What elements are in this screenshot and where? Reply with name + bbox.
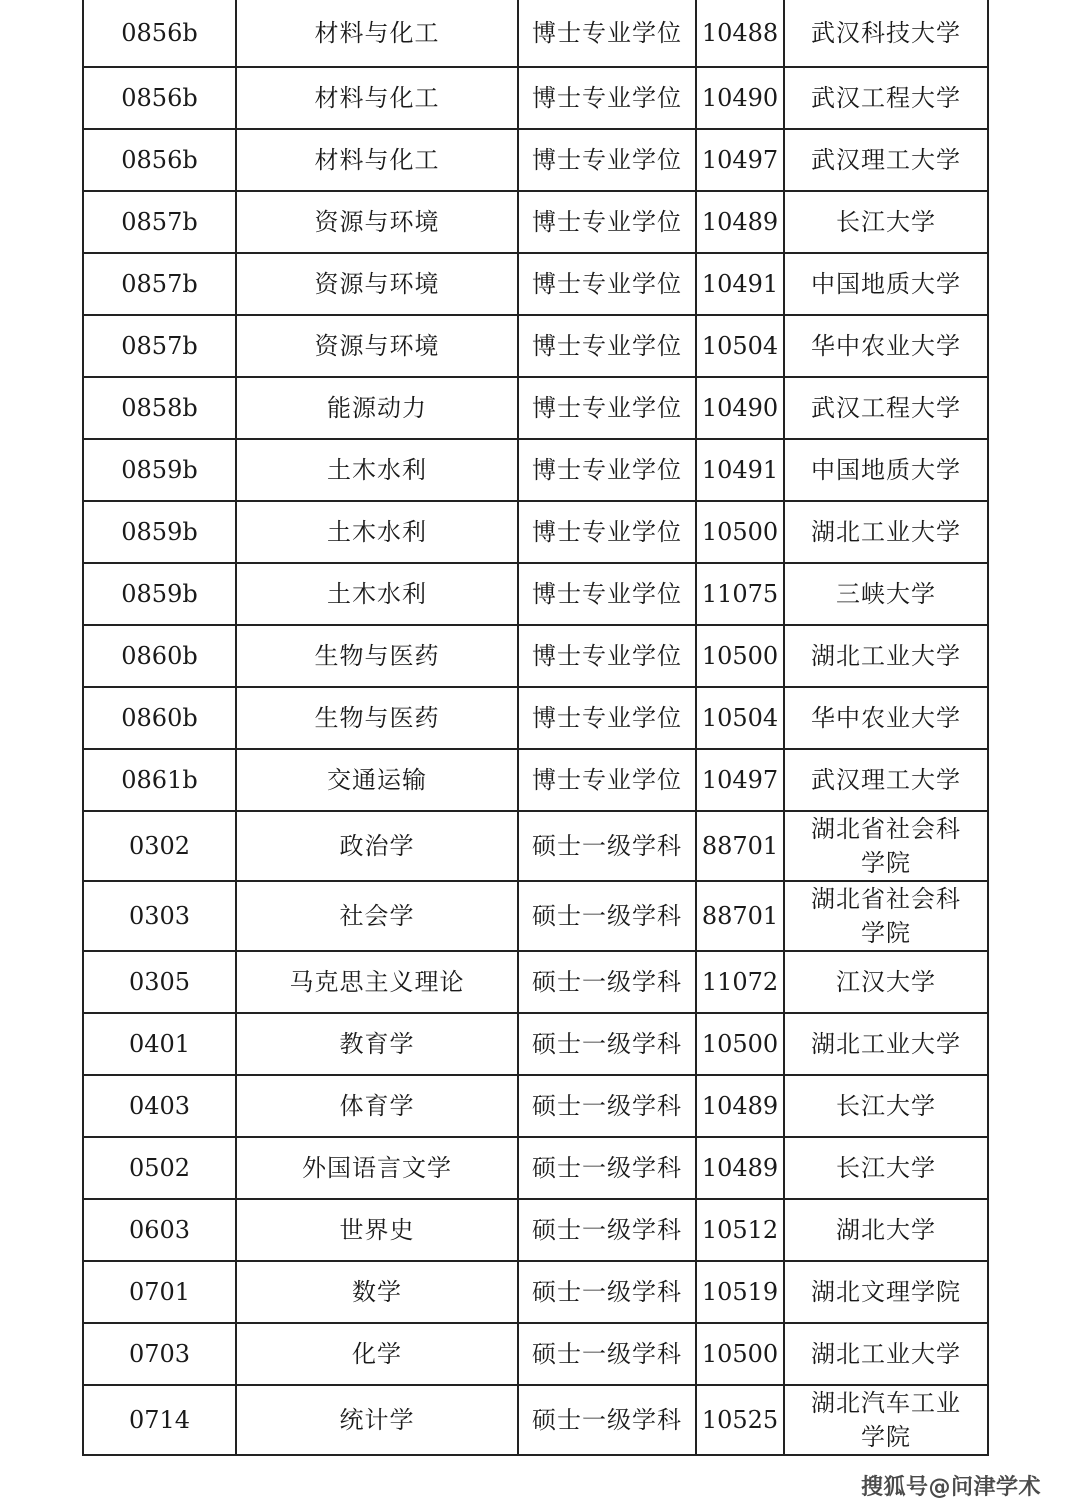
cell-subject-name: 交通运输: [236, 749, 518, 811]
table-row: [83, 439, 988, 501]
cell-subject-code: 0856b: [83, 129, 236, 191]
cell-subject-name: 资源与环境: [236, 315, 518, 377]
table-row: [83, 1013, 988, 1075]
cell-institution: 长江大学: [784, 1075, 988, 1137]
cell-degree-type: 博士专业学位: [518, 501, 696, 563]
cell-unit-code: 10500: [696, 501, 784, 563]
cell-subject-name: 材料与化工: [236, 129, 518, 191]
cell-institution: 武汉科技大学: [784, 0, 988, 67]
cell-degree-type: 博士专业学位: [518, 377, 696, 439]
table-row: [83, 1261, 988, 1323]
table-row: [83, 687, 988, 749]
cell-degree-type: 博士专业学位: [518, 67, 696, 129]
cell-subject-name: 教育学: [236, 1013, 518, 1075]
cell-subject-name: 材料与化工: [236, 67, 518, 129]
cell-subject-name: 体育学: [236, 1075, 518, 1137]
cell-institution: 湖北省社会科学院: [784, 811, 988, 881]
cell-subject-code: 0857b: [83, 315, 236, 377]
cell-subject-name: 世界史: [236, 1199, 518, 1261]
cell-subject-code: 0859b: [83, 563, 236, 625]
cell-degree-type: 硕士一级学科: [518, 811, 696, 881]
cell-subject-code: 0860b: [83, 687, 236, 749]
cell-unit-code: 10500: [696, 1013, 784, 1075]
table-row: [83, 951, 988, 1013]
cell-subject-code: 0401: [83, 1013, 236, 1075]
cell-degree-type: 硕士一级学科: [518, 1013, 696, 1075]
cell-unit-code: 10491: [696, 253, 784, 315]
cell-degree-type: 博士专业学位: [518, 315, 696, 377]
cell-degree-type: 博士专业学位: [518, 129, 696, 191]
cell-unit-code: 10504: [696, 687, 784, 749]
cell-unit-code: 10489: [696, 191, 784, 253]
cell-institution: 湖北工业大学: [784, 1013, 988, 1075]
cell-subject-name: 统计学: [236, 1385, 518, 1455]
table-row: [83, 315, 988, 377]
cell-subject-code: 0856b: [83, 67, 236, 129]
cell-subject-code: 0856b: [83, 0, 236, 67]
source-watermark: 搜狐号@问津学术: [860, 1475, 1041, 1500]
cell-degree-type: 硕士一级学科: [518, 881, 696, 951]
cell-subject-name: 材料与化工: [236, 0, 518, 67]
cell-degree-type: 博士专业学位: [518, 563, 696, 625]
cell-unit-code: 10490: [696, 67, 784, 129]
cell-subject-name: 生物与医药: [236, 625, 518, 687]
cell-subject-code: 0859b: [83, 439, 236, 501]
cell-subject-name: 外国语言文学: [236, 1137, 518, 1199]
cell-subject-code: 0502: [83, 1137, 236, 1199]
cell-institution: 湖北大学: [784, 1199, 988, 1261]
cell-subject-name: 生物与医药: [236, 687, 518, 749]
cell-degree-type: 硕士一级学科: [518, 1075, 696, 1137]
cell-institution: 武汉理工大学: [784, 749, 988, 811]
table-row: [83, 811, 988, 881]
cell-degree-type: 博士专业学位: [518, 0, 696, 67]
cell-degree-type: 硕士一级学科: [518, 1261, 696, 1323]
cell-unit-code: 10500: [696, 1323, 784, 1385]
cell-unit-code: 10525: [696, 1385, 784, 1455]
table-row: [83, 1137, 988, 1199]
cell-unit-code: 10504: [696, 315, 784, 377]
cell-institution: 江汉大学: [784, 951, 988, 1013]
table-row: [83, 253, 988, 315]
table-row: [83, 625, 988, 687]
cell-degree-type: 硕士一级学科: [518, 1199, 696, 1261]
cell-subject-code: 0701: [83, 1261, 236, 1323]
cell-subject-code: 0603: [83, 1199, 236, 1261]
cell-institution: 武汉理工大学: [784, 129, 988, 191]
cell-unit-code: 10497: [696, 129, 784, 191]
cell-subject-name: 资源与环境: [236, 253, 518, 315]
cell-unit-code: 10497: [696, 749, 784, 811]
cell-unit-code: 88701: [696, 811, 784, 881]
cell-subject-code: 0857b: [83, 191, 236, 253]
cell-subject-name: 土木水利: [236, 563, 518, 625]
table-row: [83, 129, 988, 191]
table-row: [83, 1199, 988, 1261]
cell-degree-type: 博士专业学位: [518, 687, 696, 749]
cell-subject-code: 0860b: [83, 625, 236, 687]
table-row: [83, 749, 988, 811]
cell-institution: 长江大学: [784, 1137, 988, 1199]
cell-subject-name: 土木水利: [236, 501, 518, 563]
cell-unit-code: 88701: [696, 881, 784, 951]
cell-degree-type: 博士专业学位: [518, 749, 696, 811]
cell-institution: 湖北工业大学: [784, 1323, 988, 1385]
cell-degree-type: 硕士一级学科: [518, 1323, 696, 1385]
cell-subject-code: 0303: [83, 881, 236, 951]
document-page: [82, 0, 987, 1456]
cell-institution: 华中农业大学: [784, 687, 988, 749]
cell-subject-code: 0703: [83, 1323, 236, 1385]
cell-subject-name: 马克思主义理论: [236, 951, 518, 1013]
cell-subject-code: 0403: [83, 1075, 236, 1137]
cell-unit-code: 10488: [696, 0, 784, 67]
cell-unit-code: 10500: [696, 625, 784, 687]
cell-unit-code: 10512: [696, 1199, 784, 1261]
table-row: [83, 0, 988, 67]
cell-unit-code: 11072: [696, 951, 784, 1013]
cell-subject-code: 0857b: [83, 253, 236, 315]
table-row: [83, 191, 988, 253]
cell-institution: 湖北汽车工业学院: [784, 1385, 988, 1455]
cell-subject-code: 0305: [83, 951, 236, 1013]
cell-institution: 三峡大学: [784, 563, 988, 625]
cell-degree-type: 博士专业学位: [518, 625, 696, 687]
cell-unit-code: 11075: [696, 563, 784, 625]
cell-unit-code: 10489: [696, 1137, 784, 1199]
cell-subject-code: 0861b: [83, 749, 236, 811]
cell-subject-code: 0859b: [83, 501, 236, 563]
cell-subject-code: 0714: [83, 1385, 236, 1455]
cell-degree-type: 硕士一级学科: [518, 1137, 696, 1199]
cell-subject-name: 能源动力: [236, 377, 518, 439]
cell-institution: 武汉工程大学: [784, 67, 988, 129]
cell-degree-type: 硕士一级学科: [518, 951, 696, 1013]
table-row: [83, 1075, 988, 1137]
cell-institution: 武汉工程大学: [784, 377, 988, 439]
cell-institution: 湖北文理学院: [784, 1261, 988, 1323]
table-row: [83, 1385, 988, 1455]
cell-unit-code: 10489: [696, 1075, 784, 1137]
table-body: [83, 0, 988, 1455]
cell-subject-name: 化学: [236, 1323, 518, 1385]
discipline-table: [82, 0, 989, 1456]
cell-institution: 华中农业大学: [784, 315, 988, 377]
cell-subject-code: 0858b: [83, 377, 236, 439]
cell-unit-code: 10491: [696, 439, 784, 501]
cell-degree-type: 硕士一级学科: [518, 1385, 696, 1455]
table-row: [83, 1323, 988, 1385]
cell-subject-name: 社会学: [236, 881, 518, 951]
cell-subject-name: 资源与环境: [236, 191, 518, 253]
cell-subject-name: 数学: [236, 1261, 518, 1323]
cell-institution: 湖北工业大学: [784, 625, 988, 687]
cell-degree-type: 博士专业学位: [518, 439, 696, 501]
cell-unit-code: 10490: [696, 377, 784, 439]
cell-unit-code: 10519: [696, 1261, 784, 1323]
table-row: [83, 563, 988, 625]
cell-institution: 中国地质大学: [784, 253, 988, 315]
cell-subject-name: 政治学: [236, 811, 518, 881]
cell-subject-code: 0302: [83, 811, 236, 881]
cell-degree-type: 博士专业学位: [518, 253, 696, 315]
cell-degree-type: 博士专业学位: [518, 191, 696, 253]
cell-institution: 中国地质大学: [784, 439, 988, 501]
table-row: [83, 377, 988, 439]
cell-institution: 湖北省社会科学院: [784, 881, 988, 951]
table-row: [83, 881, 988, 951]
cell-institution: 长江大学: [784, 191, 988, 253]
cell-subject-name: 土木水利: [236, 439, 518, 501]
table-row: [83, 67, 988, 129]
table-row: [83, 501, 988, 563]
cell-institution: 湖北工业大学: [784, 501, 988, 563]
